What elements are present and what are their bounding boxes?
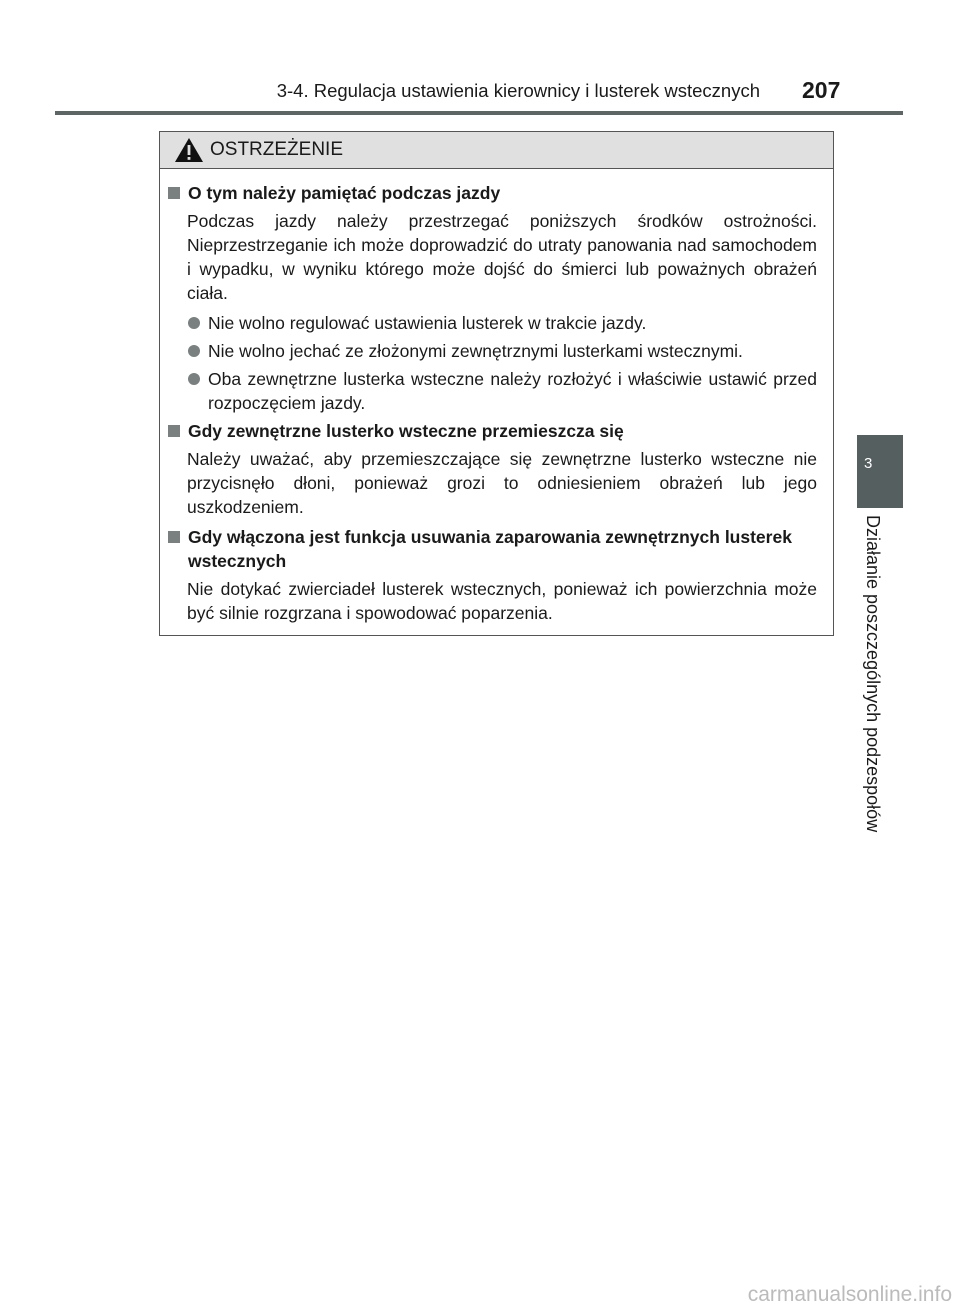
warning-title: OSTRZEŻENIE [210,139,344,160]
square-bullet-icon [168,187,180,199]
warning-icon [174,137,204,163]
chapter-tab: 3 [857,435,903,508]
section-heading: Gdy włączona jest funkcja usuwania zaparowania zewnętrznych lusterek wstecznych [167,525,817,573]
section-heading: O tym należy pamiętać podczas jazdy [167,181,817,205]
paragraph: Nie dotykać zwierciadeł lusterek wstecznych, ponieważ ich powierzchnia może być silnie rozgrzana i spowodować poparzenia. [187,579,817,623]
watermark: carmanualsonline.info [747,1283,952,1306]
chapter-label: Działanie poszczególnych podzespołów [863,515,883,833]
page-number: 207 [802,77,841,103]
paragraph: Podczas jazdy należy przestrzegać poniższych środków ostrożności. Nieprzestrzeganie ich może doprowadzić do utraty panowania nad samochodem i wypadku, w wyniku którego może dojść do śmierci lub poważnych obrażeń ciała. [187,211,817,303]
square-bullet-icon [168,425,180,437]
square-bullet-icon [168,531,180,543]
running-header: 3-4. Regulacja ustawienia kierownicy i lusterek wstecznych [276,80,760,101]
bullet-item: Oba zewnętrzne lusterka wsteczne należy rozłożyć i właściwie ustawić przed rozpoczęciem jazdy. [167,367,817,415]
warning-header [160,132,833,169]
bullet-item: Nie wolno jechać ze złożonymi zewnętrznymi lusterkami wstecznymi. [167,339,817,363]
section-heading: Gdy zewnętrzne lusterko wsteczne przemieszcza się [167,419,817,443]
bullet-icon [188,317,200,329]
warning-box [159,131,834,636]
header-rule [55,111,903,115]
paragraph: Należy uważać, aby przemieszczające się zewnętrzne lusterko wsteczne nie przycisnęło dłoni, ponieważ grozi to odniesieniem obrażeń lub jego uszkodzeniem. [187,449,817,517]
bullet-icon [188,345,200,357]
bullet-icon [188,373,200,385]
bullet-item: Nie wolno regulować ustawienia lusterek w trakcie jazdy. [167,311,817,335]
